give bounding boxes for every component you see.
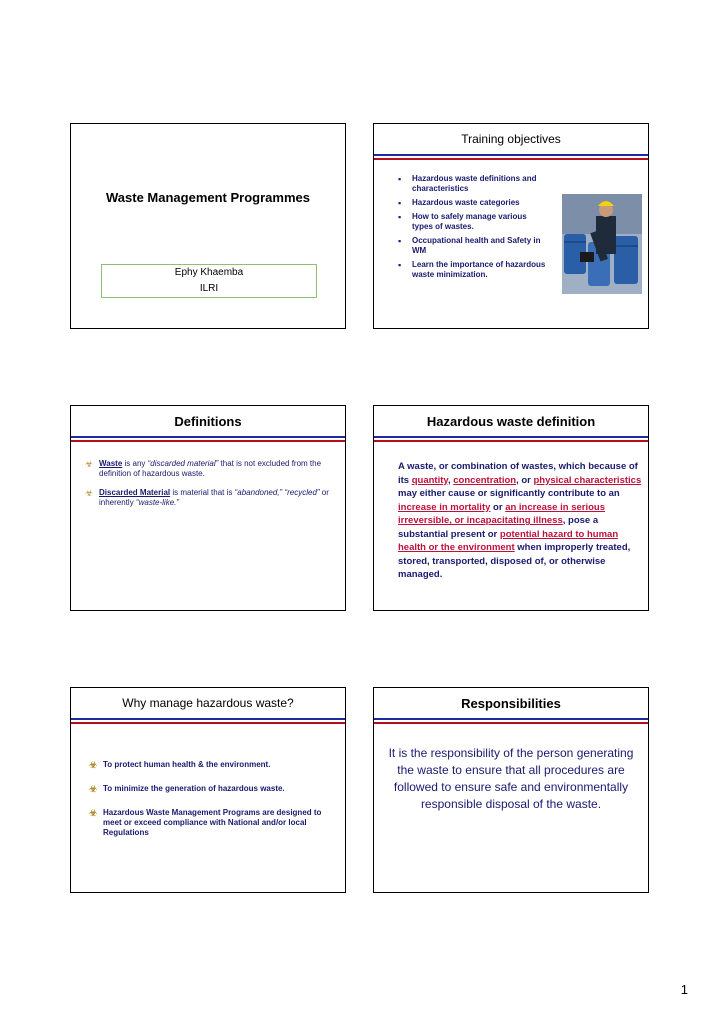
slide-responsibilities — [373, 687, 649, 893]
term-discarded-material: Discarded Material — [99, 488, 171, 497]
objectives-list — [398, 174, 548, 284]
slide-title — [70, 123, 346, 329]
biohazard-icon: ☣ — [89, 760, 98, 770]
slide-title: Definitions — [174, 413, 242, 429]
list-item: ▪ Occupational health and Safety in WM — [398, 236, 548, 256]
slide-title: Training objectives — [461, 132, 561, 146]
slide-title: Why manage hazardous waste? — [122, 696, 294, 710]
author-box — [101, 264, 317, 298]
list-item: ☣ To minimize the generation of hazardous waste. — [89, 784, 285, 794]
worker-with-barrels-photo — [562, 194, 642, 294]
slide-title: Responsibilities — [461, 695, 561, 711]
list-item: ▪ Hazardous waste categories — [398, 198, 548, 208]
definition-paragraph: A waste, or combination of wastes, which because of its quantity, concentration, or physical characteristics may either cause or significantly contribute to an increase in mortality or an increase in serious irreversible, or incapacitating illness, pose a substantial present or potential hazard to human health or the environment when improperly treated, stored, transported, disposed of, or otherwise managed. — [398, 461, 642, 580]
slide-definitions — [70, 405, 346, 611]
list-item: ▪ Hazardous waste definitions and characteristics — [398, 174, 548, 194]
list-item: ☣ To protect human health & the environment. — [89, 760, 271, 770]
list-item: ☣ Hazardous Waste Management Programs are designed to meet or exceed compliance with National and/or local Regulations — [89, 808, 322, 837]
biohazard-icon: ☣ — [89, 808, 98, 818]
author-org: ILRI — [199, 283, 219, 294]
list-item: ☣ Discarded Material is material that is “abandoned,” “recycled” or inherently “waste-like.” — [85, 488, 329, 507]
presentation-title: Waste Management Programmes — [106, 190, 310, 205]
biohazard-icon: ☣ — [85, 459, 94, 469]
list-item: ▪ Learn the importance of hazardous waste minimization. — [398, 260, 548, 280]
title-divider-bar — [374, 718, 648, 724]
title-divider-bar — [374, 436, 648, 442]
biohazard-icon: ☣ — [85, 488, 94, 498]
list-item: ☣ Waste is any “discarded material” that is not excluded from the definition of hazardous waste. — [85, 459, 322, 478]
definitions-list — [85, 459, 335, 517]
reasons-list — [89, 760, 329, 852]
author-name: Ephy Khaemba — [174, 267, 244, 278]
title-divider-bar — [374, 154, 648, 160]
title-divider-bar — [71, 718, 345, 724]
responsibility-paragraph: It is the responsibility of the person generating the waste to ensure that all procedures are followed to ensure safe and environmentally responsible disposal of the waste. — [388, 746, 634, 811]
biohazard-icon: ☣ — [89, 784, 98, 794]
title-divider-bar — [71, 436, 345, 442]
slide-hazardous-waste-definition — [373, 405, 649, 611]
term-waste: Waste — [99, 459, 123, 468]
slide-why-manage — [70, 687, 346, 893]
slide-training-objectives — [373, 123, 649, 329]
slide-title: Hazardous waste definition — [426, 413, 596, 429]
list-item: ▪ How to safely manage various types of wastes. — [398, 212, 548, 232]
page-number: 1 — [680, 982, 688, 997]
